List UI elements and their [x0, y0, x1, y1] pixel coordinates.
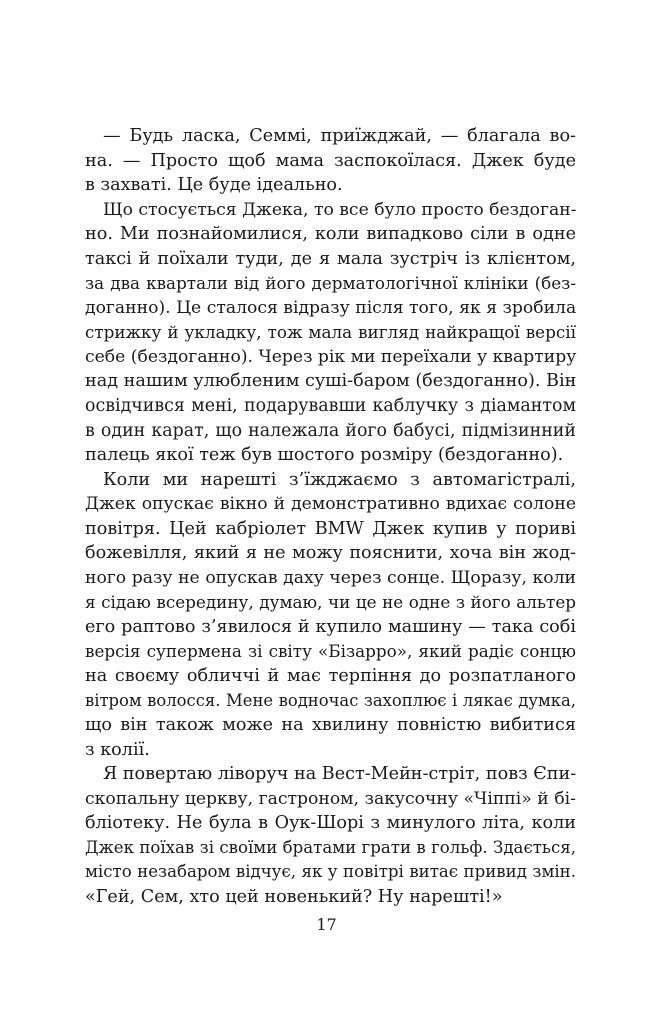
text-line: бліотеку. Не була в Оук-Шорі з минулого літа, коли: [85, 813, 576, 834]
paragraph: [85, 762, 576, 909]
text-line: но. Ми познайомилися, коли випадково сіли в одне: [85, 224, 576, 245]
text-line: божевілля, який я не можу пояснити, хоча він жод-: [85, 543, 576, 564]
text-line: над нашим улюбленим суші-баром (бездоганно). Він: [85, 371, 577, 392]
text-line: версія супермена зі світу «Бізарро», який радіє сонцю: [85, 641, 576, 662]
text-line: стрижку й укладку, тож мала вигляд найкращої версії: [85, 322, 576, 343]
text-line: на своєму обличчі й має терпіння до розпатланого: [85, 666, 576, 687]
text-line: себе (бездоганно). Через рік ми переїхали у квартиру: [85, 346, 577, 367]
paragraph: [85, 124, 576, 198]
text-line: Коли ми нарешті з’їжджаємо з автомагістралі,: [103, 469, 576, 490]
paragraph: [85, 468, 576, 763]
text-line: в захваті. Це буде ідеально.: [85, 175, 343, 196]
text-line: — Будь ласка, Семмі, приїжджай, — благала во-: [103, 126, 576, 146]
text-line: освідчився мені, подарувавши каблучку з діамантом: [85, 396, 576, 417]
text-line: доганно). Це сталося відразу після того, як я зробила: [85, 297, 577, 318]
text-line: з колії.: [85, 739, 150, 760]
text-line: вітром волосся. Мене водночас захоплює і лякає думка,: [85, 690, 576, 710]
text-line: в один карат, що належала його бабусі, підмізинний: [85, 420, 576, 441]
text-line: скопальну церкву, гастроном, закусочну «Чіппі» й бі-: [85, 788, 576, 809]
paragraph: [85, 198, 576, 468]
text-line: на. — Просто щоб мама заспокоїлася. Джек буде: [85, 150, 576, 171]
text-line: Я повертаю ліворуч на Вест-Мейн-стріт, повз Єпи-: [103, 764, 577, 785]
body-text: [85, 124, 576, 910]
text-line: за два квартали від його дерматологічної клініки (без-: [85, 273, 576, 294]
text-line: палець якої теж був шостого розміру (бездоганно).: [85, 445, 564, 466]
text-line: «Гей, Сем, хто цей новенький? Ну нарешті!»: [85, 886, 503, 907]
text-line: его раптово з’явилося й купило машину — така собі: [85, 616, 576, 637]
page-number: 17: [316, 915, 337, 934]
text-line: Джек опускає вікно й демонстративно вдихає солоне: [85, 494, 576, 515]
text-line: Що стосується Джека, то все було просто бездоган-: [103, 199, 577, 220]
text-line: я сідаю всередину, думаю, чи це не одне з його альтер: [85, 592, 576, 613]
text-line: Джек поїхав зі своїми братами грати в гольф. Здається,: [85, 837, 576, 857]
text-line: ного разу не опускав даху через сонце. Щоразу, коли: [85, 567, 576, 588]
text-line: місто незабаром відчує, як у повітрі витає привид змін.: [85, 862, 576, 882]
text-line: повітря. Цей кабріолет BMW Джек купив у пориві: [85, 518, 576, 539]
text-line: що він також може на хвилину повністю вибитися: [85, 715, 576, 736]
text-line: таксі й поїхали туди, де я мала зустріч із клієнтом,: [85, 248, 576, 269]
